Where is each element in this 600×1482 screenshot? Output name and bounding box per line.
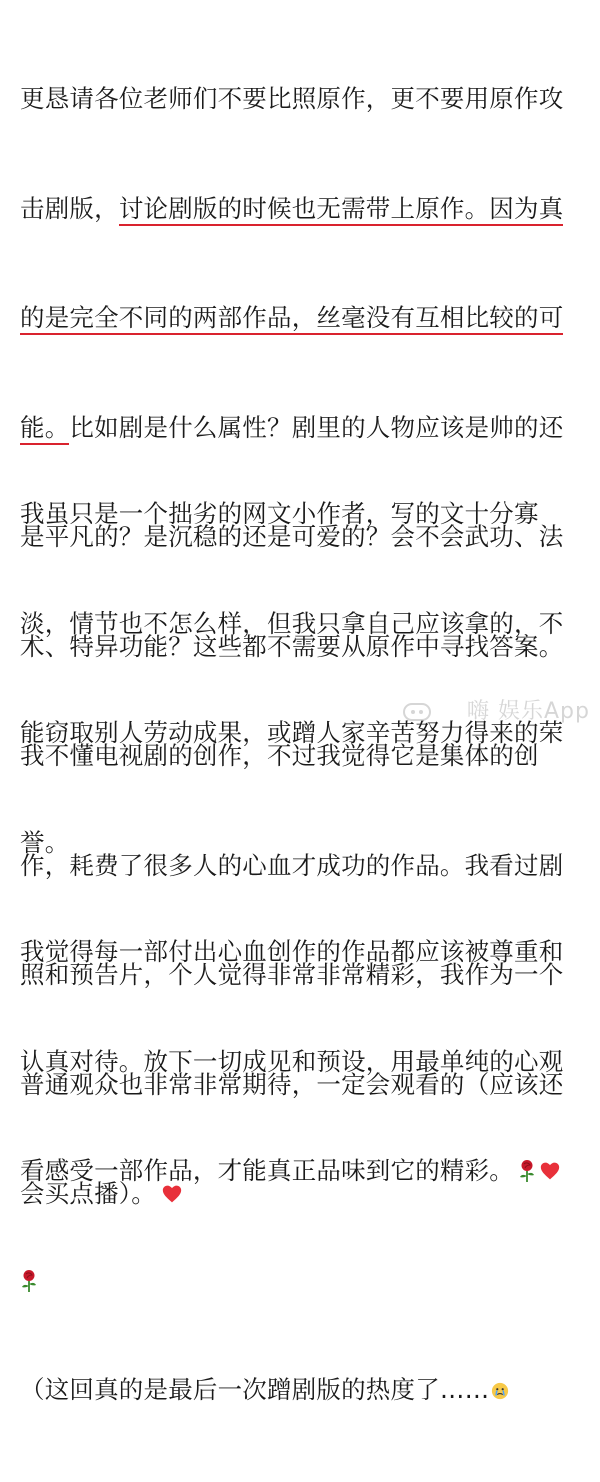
text-line <box>20 191 585 228</box>
text-line <box>20 1263 585 1300</box>
text-segment: 比如剧是什么属性？剧里的人物应该是帅的还 <box>69 412 564 442</box>
text-line: 淡，情节也不怎么样，但我只拿自己应该拿的，不 <box>20 608 564 638</box>
paragraph-2 <box>20 423 585 1482</box>
heart-icon <box>540 1161 560 1181</box>
underlined-text: 能。 <box>20 413 69 445</box>
text-segment: 击剧版， <box>20 193 119 223</box>
text-segment: 看感受一部作品，才能真正品味到它的精彩。 <box>20 1156 514 1185</box>
text-line: 术、特异功能？这些都不需要从原作中寻找答案。 <box>20 631 564 661</box>
rose-icon <box>20 1269 38 1293</box>
text-line: 作，耗费了很多人的心血才成功的作品。我看过剧 <box>20 850 564 880</box>
crying-face-icon <box>491 1382 509 1400</box>
closing-text: （这回真的是最后一次蹭剧版的热度了…… <box>20 1375 490 1404</box>
watermark-logo-icon <box>402 701 432 723</box>
text-line: 是平凡的？是沉稳的还是可爱的？会不会武功、法 <box>20 522 564 551</box>
text-line: 我觉得每一部付出心血创作的作品都应该被尊重和 <box>20 937 564 966</box>
text-line: 誉。 <box>20 827 70 857</box>
text-line <box>20 300 585 337</box>
text-segment: 会买点播）。 <box>20 1179 156 1208</box>
underlined-text: 讨论剧版的时候也无需带上原作。因为真 <box>119 194 564 226</box>
text-line: 认真对待。放下一切成见和预设，用最单纯的心观 <box>20 1046 564 1076</box>
underlined-text: 的是完全不同的两部作品，丝毫没有互相比较的可 <box>20 303 563 335</box>
text-line: 普通观众也非常非常期待，一定会观看的（应该还 <box>20 1069 564 1099</box>
text-line: 能窃取别人劳动成果，或蹭人家辛苦努力得来的荣 <box>20 718 564 747</box>
text-line: 我不懂电视剧的创作，不过我觉得它是集体的创 <box>20 741 539 770</box>
text-line: 更恳请各位老师们不要比照原作，更不要用原作攻 <box>20 84 564 113</box>
text-line: 我虽只是一个拙劣的网文小作者，写的文十分寡 <box>20 499 539 528</box>
text-line: 照和预告片，个人觉得非常非常精彩，我作为一个 <box>20 960 564 989</box>
text-line <box>20 1153 585 1190</box>
text-line <box>20 1372 585 1409</box>
rose-icon <box>518 1159 536 1183</box>
watermark: 嗨 娱乐App <box>467 699 590 724</box>
